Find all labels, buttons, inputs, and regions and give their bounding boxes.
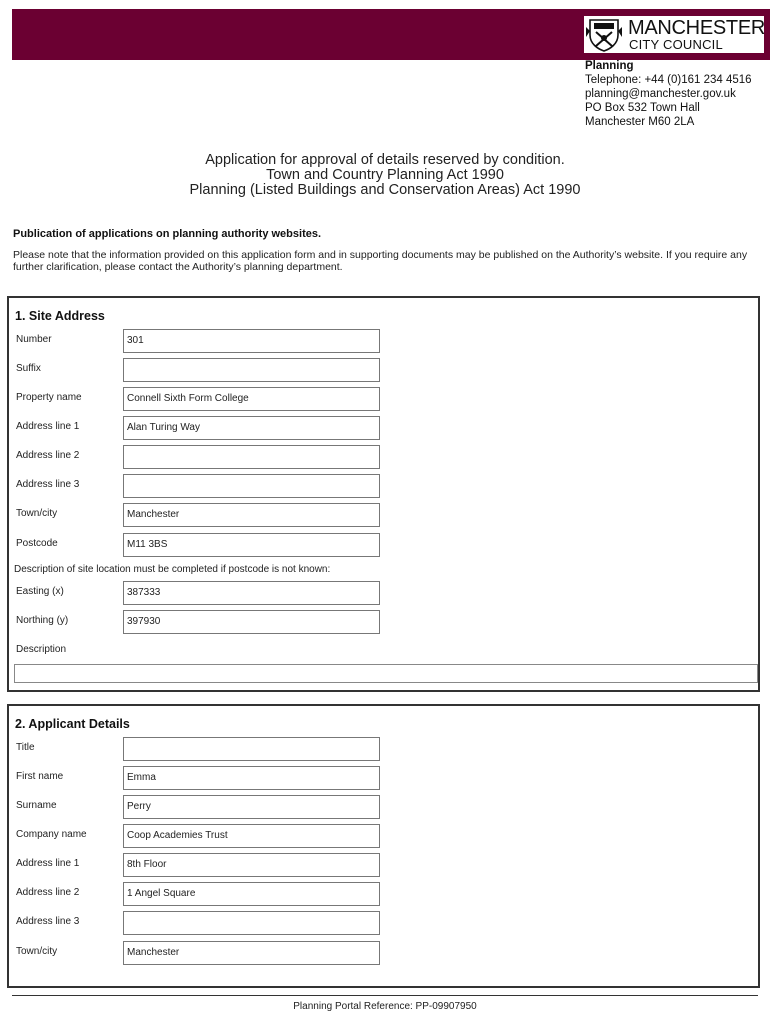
field-label: Address line 3 — [16, 916, 80, 927]
field-label: Postcode — [16, 538, 58, 549]
title-line-3: Planning (Listed Buildings and Conservation Areas) Act 1990 — [189, 182, 581, 198]
section-title: 1. Site Address — [15, 309, 105, 323]
field-label: Address line 3 — [16, 479, 80, 490]
field-label: Property name — [16, 392, 82, 403]
field-label: Town/city — [16, 946, 58, 957]
email: planning@manchester.gov.uk — [585, 88, 736, 100]
first-name-field[interactable]: Emma — [123, 766, 380, 790]
field-label: Address line 1 — [16, 421, 80, 432]
address-line-2-field[interactable]: 1 Angel Square — [123, 882, 380, 906]
section-title: 2. Applicant Details — [15, 717, 130, 731]
number-field[interactable]: 301 — [123, 329, 380, 353]
org-name-line1: MANCHESTER — [628, 17, 766, 39]
field-label: Easting (x) — [16, 586, 64, 597]
easting-field[interactable]: 387333 — [123, 581, 380, 605]
field-label: Number — [16, 334, 52, 345]
field-label: Town/city — [16, 508, 58, 519]
site-address-section — [7, 296, 760, 692]
field-label: First name — [16, 771, 64, 782]
field-label: Address line 2 — [16, 450, 80, 461]
po-box: PO Box 532 Town Hall — [585, 102, 700, 114]
address-line-3-field[interactable] — [123, 474, 380, 498]
field-label: Northing (y) — [16, 615, 69, 626]
description-field[interactable] — [14, 664, 758, 683]
applicant-details-section — [7, 704, 760, 988]
suffix-field[interactable] — [123, 358, 380, 382]
surname-field[interactable]: Perry — [123, 795, 380, 819]
northing-field[interactable]: 397930 — [123, 610, 380, 634]
title-line-1: Application for approval of details reserved by condition. — [205, 152, 565, 168]
address-line-1-field[interactable]: Alan Turing Way — [123, 416, 380, 440]
publication-heading: Publication of applications on planning authority websites. — [13, 228, 322, 240]
contact-block — [585, 59, 752, 129]
town-city-field[interactable]: Manchester — [123, 503, 380, 527]
field-label: Address line 2 — [16, 887, 80, 898]
council-logo — [584, 16, 764, 53]
postcode-field[interactable]: M11 3BS — [123, 533, 380, 557]
footer-divider — [12, 995, 758, 996]
field-label: Company name — [16, 829, 87, 840]
portal-reference: Planning Portal Reference: PP-09907950 — [293, 1001, 477, 1012]
form-title — [0, 153, 770, 198]
field-label: Title — [16, 742, 35, 753]
property-name-field[interactable]: Connell Sixth Form College — [123, 387, 380, 411]
address-line-3-field[interactable] — [123, 911, 380, 935]
address-line-2-field[interactable] — [123, 445, 380, 469]
title-line-2: Town and Country Planning Act 1990 — [266, 167, 504, 183]
city-postcode: Manchester M60 2LA — [585, 116, 695, 128]
town-city-field[interactable]: Manchester — [123, 941, 380, 965]
field-label: Address line 1 — [16, 858, 80, 869]
field-label: Suffix — [16, 363, 41, 374]
telephone: Telephone: +44 (0)161 234 4516 — [585, 74, 752, 86]
address-line-1-field[interactable]: 8th Floor — [123, 853, 380, 877]
field-label: Surname — [16, 800, 57, 811]
field-label: Description — [16, 644, 67, 655]
company-name-field[interactable]: Coop Academies Trust — [123, 824, 380, 848]
department-name: Planning — [585, 60, 634, 72]
location-note: Description of site location must be completed if postcode is not known: — [14, 564, 331, 575]
title-field[interactable] — [123, 737, 380, 761]
publication-text: Please note that the information provided on this application form and in supporting documents may be published on the Authority’s website. If you require any further clarification, please contact the Authority’s planning department. — [13, 249, 748, 273]
crest-icon — [586, 17, 622, 52]
org-name-line2: CITY COUNCIL — [629, 37, 723, 52]
